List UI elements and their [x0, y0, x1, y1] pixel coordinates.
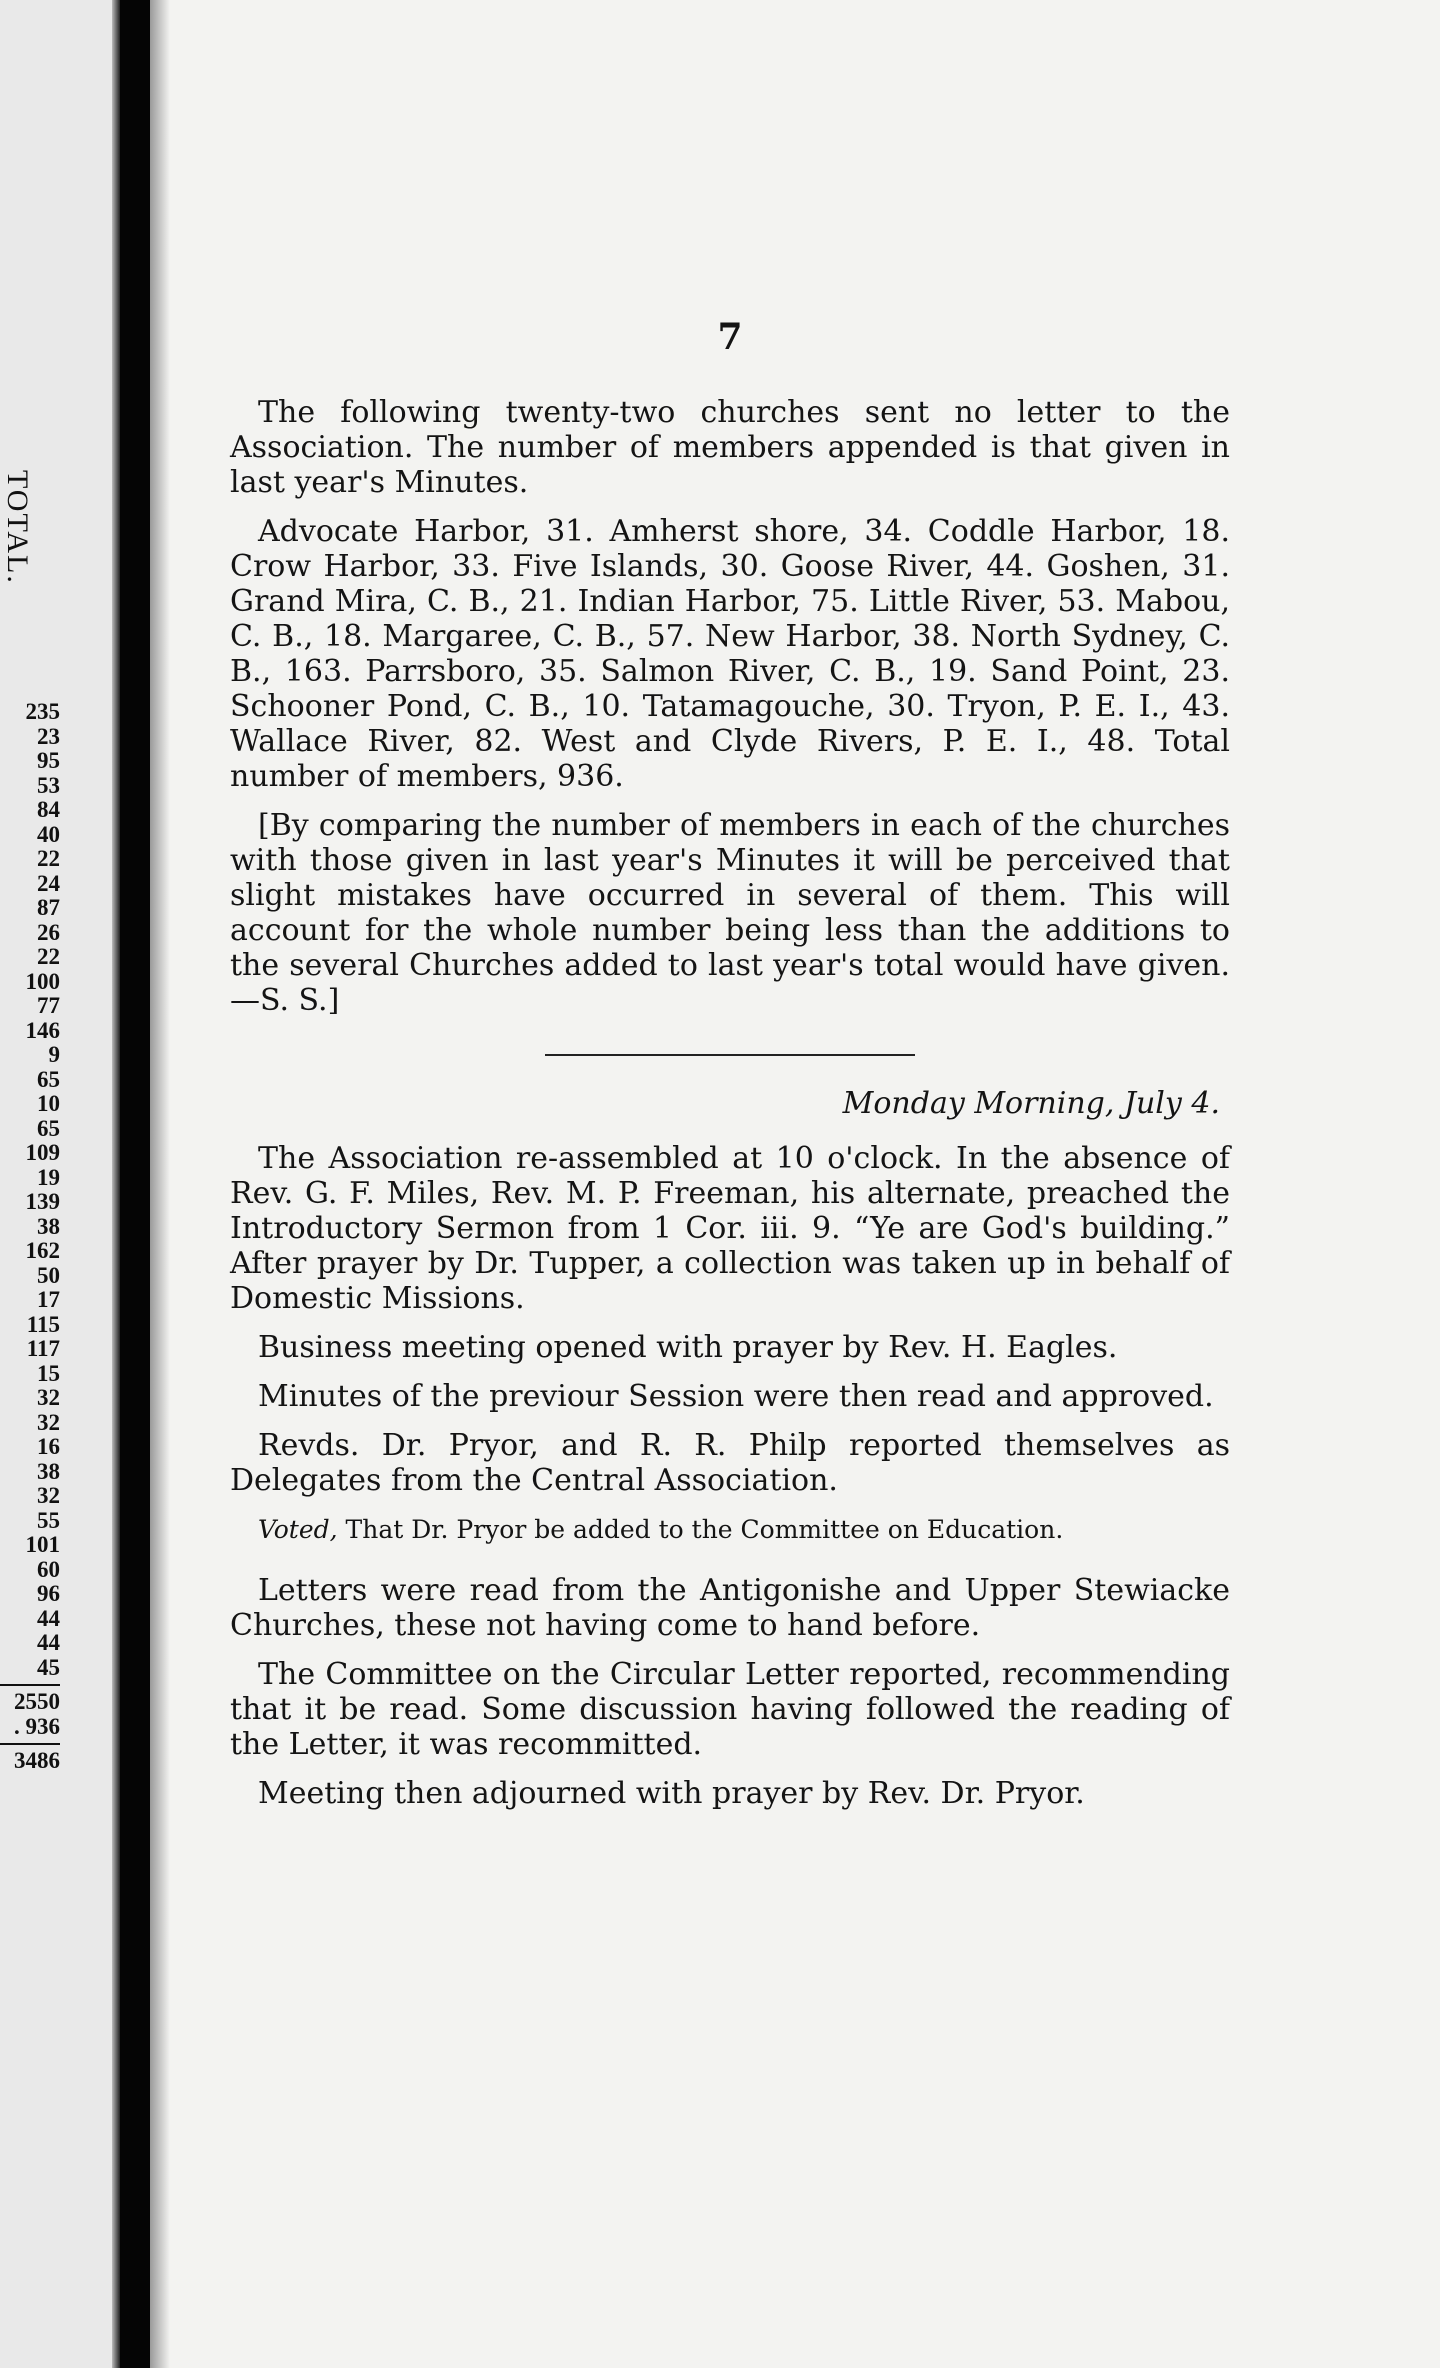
paragraph-minutes-approved: Minutes of the previour Session were then read and approved. [258, 1379, 1214, 1414]
paragraph-no-letter-churches: The following twenty-two churches sent no letter to the Association. The number of members appended is that given in last year's Minutes. [230, 395, 1230, 500]
total-value: 9 [48, 1042, 60, 1067]
total-value: 23 [37, 723, 60, 749]
total-value: 22 [37, 846, 60, 871]
paragraph-business-meeting: Business meeting opened with prayer by Rev. H. Eagles. [258, 1330, 1118, 1365]
total-value: 15 [37, 1360, 60, 1386]
total-value: 40 [37, 821, 60, 847]
spine-shadow [112, 0, 120, 2368]
total-value: 45 [37, 1654, 60, 1680]
total-value: 38 [37, 1458, 60, 1484]
paragraph-reassembled: The Association re-assembled at 10 o'clock. In the absence of Rev. G. F. Miles, Rev. M. P. Freeman, his alternate, preached the Introductory Sermon from 1 Cor. iii. 9. “Ye are God's building.” After prayer by Dr. Tupper, a collection was taken up in behalf of Domestic Missions. [230, 1141, 1230, 1316]
total-value: 84 [37, 797, 60, 822]
total-value: 44 [37, 1630, 60, 1655]
total-value: 55 [37, 1507, 60, 1533]
paragraph-editor-note: [By comparing the number of members in each of the churches with those given in last year's Minutes it will be perceived that slight mistakes have occurred in several of them. This will account for the whole number being less than the additions to the several Churches added to last year's total would have given.—S. S.] [230, 808, 1230, 1018]
page-edge-shade [150, 0, 170, 2368]
total-value: 60 [37, 1556, 60, 1582]
subtotal-value: 2550 [14, 1689, 60, 1714]
total-column-label: TOTAL. [1, 470, 34, 585]
added-value: . 936 [14, 1713, 60, 1739]
total-value: 22 [37, 944, 60, 969]
total-value: 26 [37, 919, 60, 945]
total-value: 32 [37, 1385, 60, 1410]
page-text [230, 316, 1230, 1825]
voted-label: Voted, [258, 1515, 338, 1544]
total-value: 109 [25, 1140, 60, 1165]
left-page-fragment [0, 0, 120, 2368]
total-value: 38 [37, 1213, 60, 1239]
page-number: 7 [717, 316, 743, 358]
book-gutter [120, 0, 150, 2368]
total-value: 96 [37, 1581, 60, 1606]
total-value: 24 [37, 870, 60, 896]
grand-total-rule [0, 1743, 60, 1745]
sum-rule [0, 1684, 60, 1686]
total-value: 87 [37, 895, 60, 920]
grand-total-value: 3486 [14, 1748, 60, 1773]
paragraph-circular-letter: The Committee on the Circular Letter reported, recommending that it be read. Some discussion having followed the reading of the Letter, it was recommitted. [230, 1657, 1230, 1762]
total-value: 17 [37, 1287, 60, 1312]
total-value: 146 [25, 1017, 60, 1043]
total-value: 101 [25, 1532, 60, 1557]
total-value: 32 [37, 1483, 60, 1508]
total-value: 10 [37, 1091, 60, 1116]
paragraph-delegates: Revds. Dr. Pryor, and R. R. Philp reported themselves as Delegates from the Central Association. [230, 1428, 1230, 1498]
total-value: 16 [37, 1434, 60, 1459]
total-value: 100 [25, 968, 60, 994]
section-divider [545, 1054, 915, 1056]
total-value: 95 [37, 748, 60, 773]
voted-resolution [230, 1512, 1230, 1547]
total-value: 65 [37, 1066, 60, 1092]
voted-text: That Dr. Pryor be added to the Committee on Education. [337, 1515, 1064, 1544]
total-value: 235 [25, 699, 60, 724]
page [150, 0, 1440, 2368]
total-value: 50 [37, 1262, 60, 1288]
total-value: 65 [37, 1115, 60, 1141]
total-value: 115 [26, 1311, 60, 1337]
total-value: 77 [37, 993, 60, 1018]
total-column [0, 700, 60, 1774]
total-value: 44 [37, 1605, 60, 1631]
total-value: 19 [37, 1164, 60, 1190]
total-value: 162 [25, 1238, 60, 1263]
total-value: 53 [37, 772, 60, 798]
paragraph-church-list: Advocate Harbor, 31. Amherst shore, 34. Coddle Harbor, 18. Crow Harbor, 33. Five Islands, 30. Goose River, 44. Goshen, 31. Grand Mira, C. B., 21. Indian Harbor, 75. Little River, 53. Mabou, C. B., 18. Margaree, C. B., 57. New Harbor, 38. North Sydney, C. B., 163. Parrsboro, 35. Salmon River, C. B., 19. Sand Point, 23. Schooner Pond, C. B., 10. Tatamagouche, 30. Tryon, P. E. I., 43. Wallace River, 82. West and Clyde Rivers, P. E. I., 48. Total number of members, 936. [230, 514, 1230, 794]
total-value: 139 [25, 1189, 60, 1214]
dateline: Monday Morning, July 4. [842, 1086, 1220, 1121]
total-value: 117 [26, 1336, 60, 1361]
paragraph-letters-read: Letters were read from the Antigonishe and Upper Stewiacke Churches, these not having come to hand before. [230, 1573, 1230, 1643]
total-value: 32 [37, 1409, 60, 1435]
paragraph-adjourned: Meeting then adjourned with prayer by Rev. Dr. Pryor. [258, 1776, 1085, 1811]
